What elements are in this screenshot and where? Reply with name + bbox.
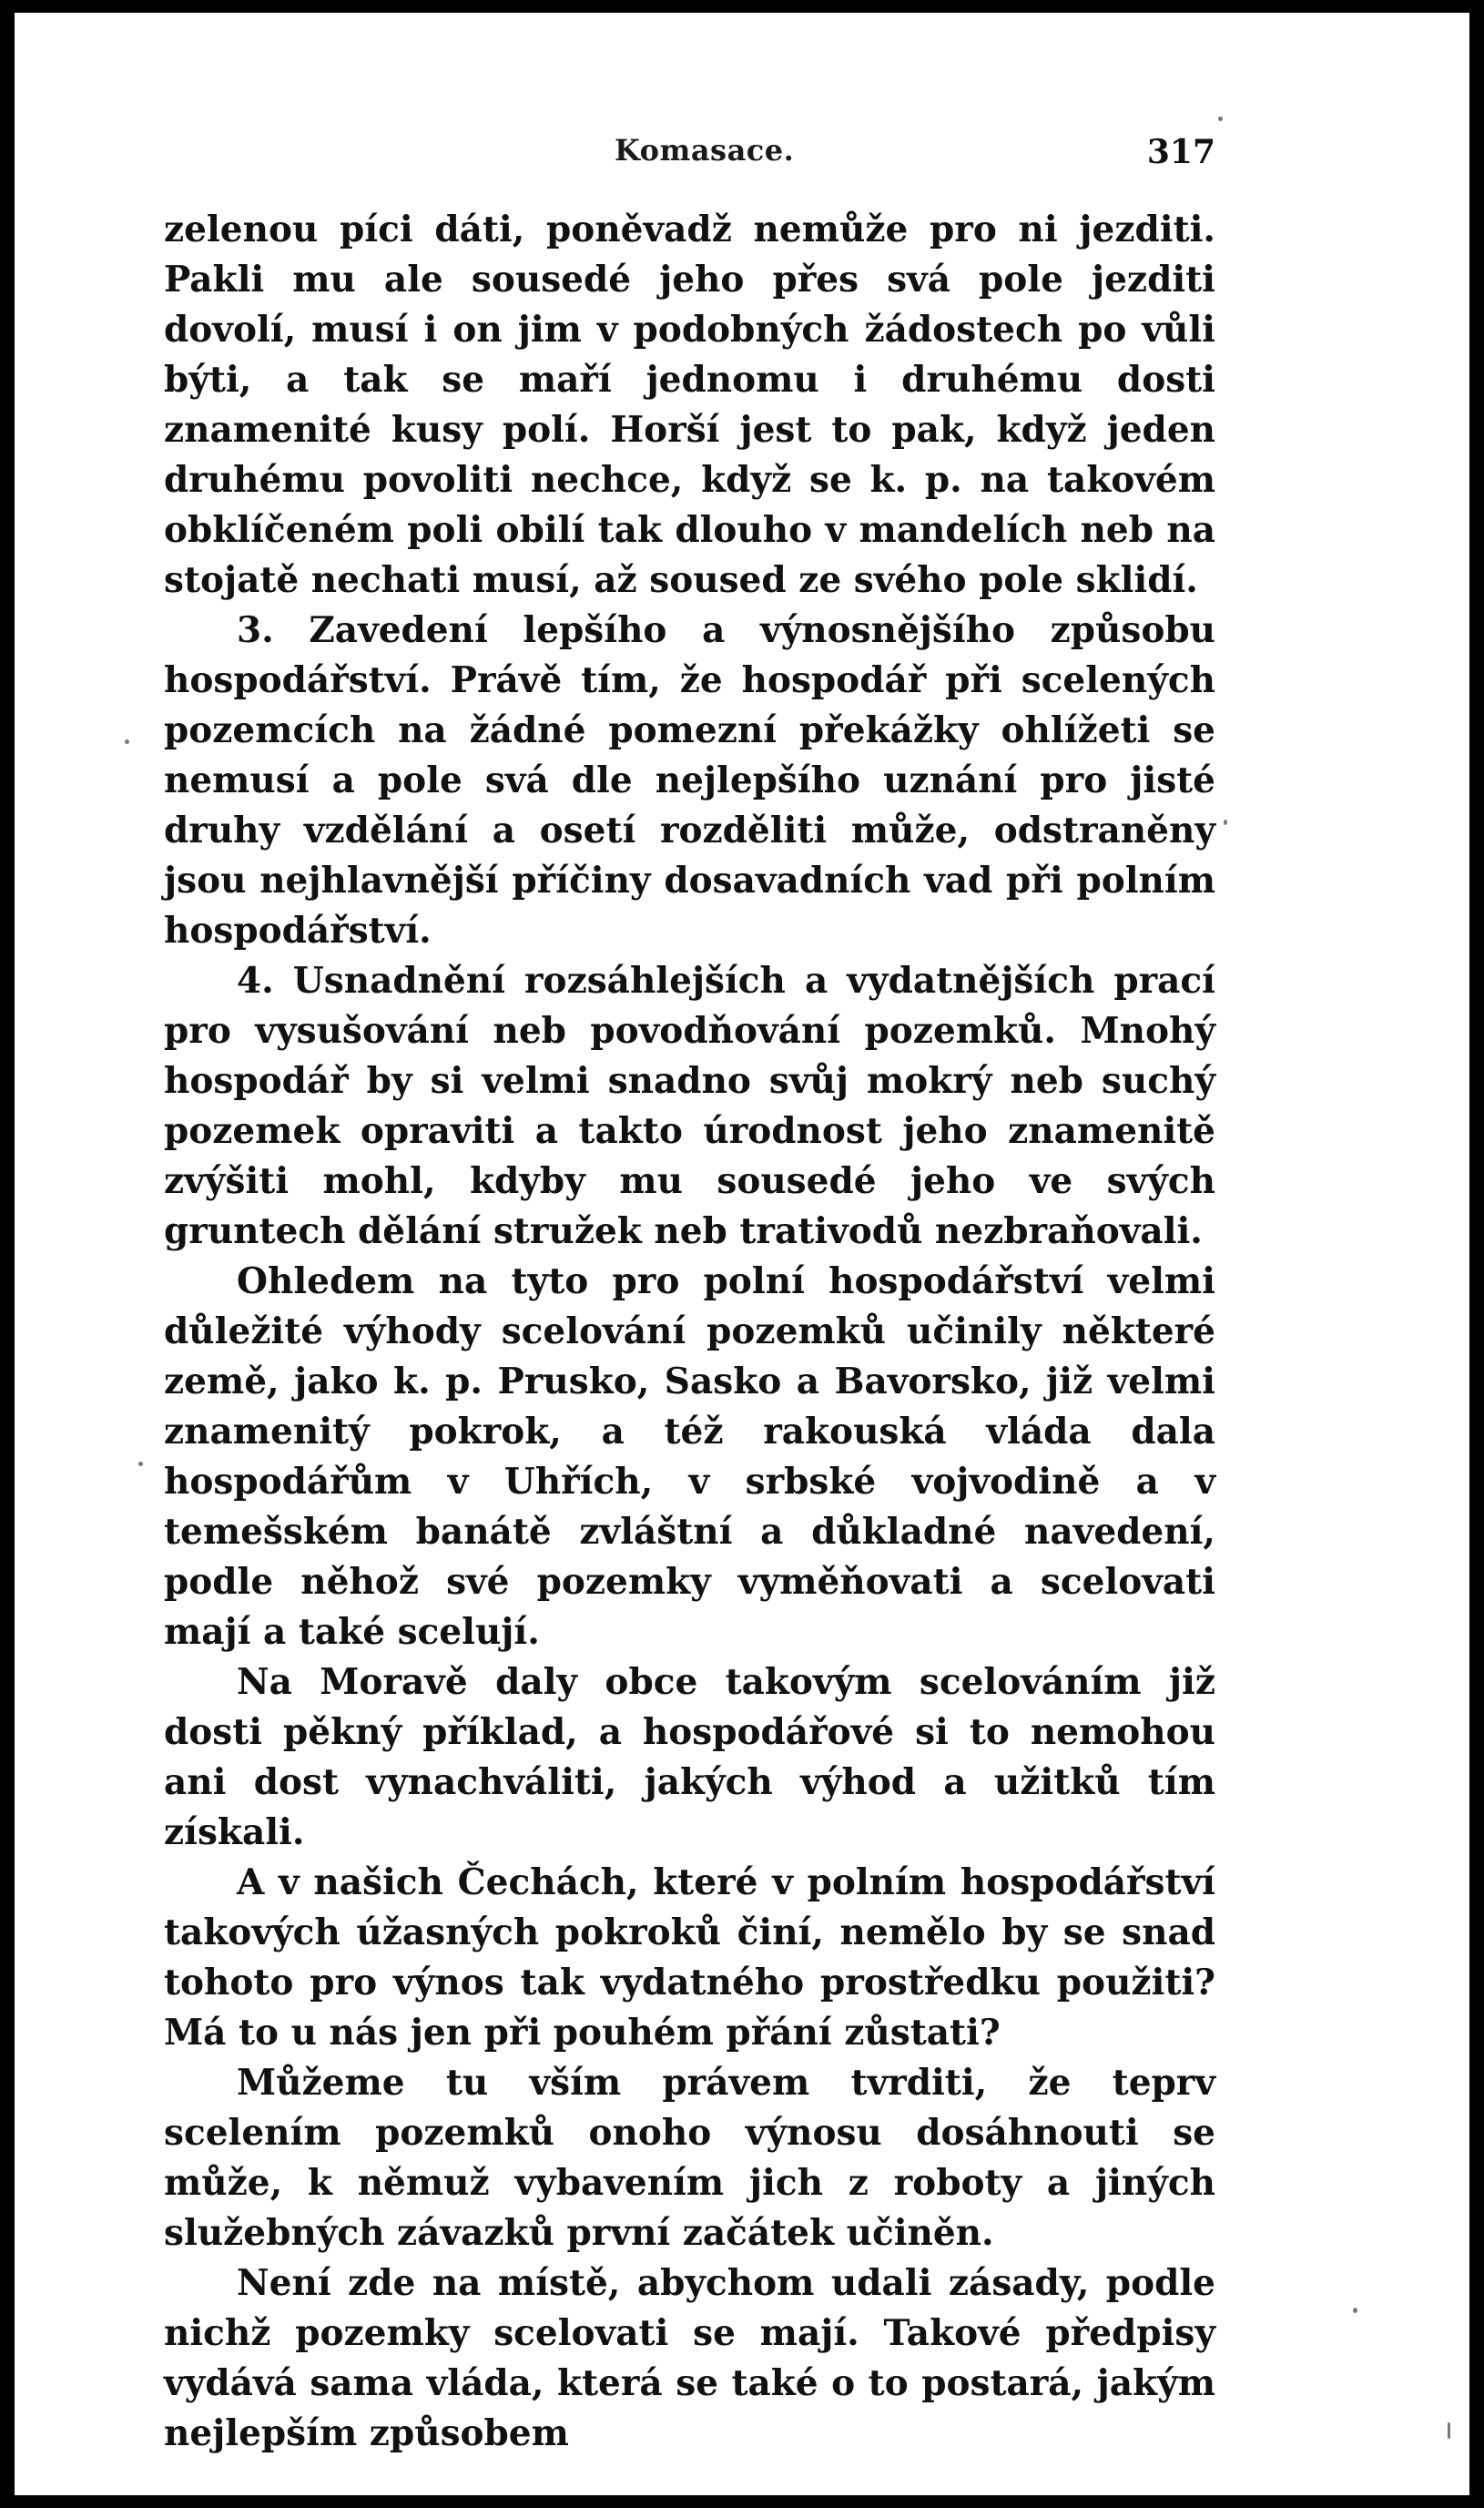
scan-speck [138,1462,143,1466]
page-body [164,205,1215,2459]
page-header [164,133,1215,178]
scan-speck [1353,2308,1357,2313]
scan-speck [1224,820,1227,825]
paragraph-6: A v našich Čechách, které v polním hospodářství takových úžasných pokroků činí, nemělo by se snad tohoto pro výnos tak vydatného prostředku použiti? Má to u nás jen při pouhém přání zůstati? [164,1861,1215,2054]
scan-speck [1448,2422,1450,2439]
paragraph-4: Ohledem na tyto pro polní hospodářství velmi důležité výhody scelování pozemků učinily některé země, jako k. p. Prusko, Sasko a Bavorsko, již velmi znamenitý pokrok, a též rakouská vláda dala hospodářům v Uhřích, v srbské vojvodině a v temešském banátě zvláštní a důkladné navedení, podle něhož své pozemky vyměňovati a scelovati mají a také scelují. [164,1260,1215,1653]
paragraph-3: 4. Usnadnění rozsáhlejších a vydatnějších prací pro vysušování neb povodňování pozemků. Mnohý hospodář by si velmi snadno svůj mokrý neb suchý pozemek opraviti a takto úrodnost jeho znamenitě zvýšiti mohl, kdyby mu sousedé jeho ve svých gruntech dělání stružek neb trativodů nezbraňovali. [164,960,1215,1252]
paragraph-2: 3. Zavedení lepšího a výnosnějšího způsobu hospodářství. Právě tím, že hospodář při scelených pozemcích na žádné pomezní překážky ohlížeti se nemusí a pole svá dle nejlepšího uznání pro jisté druhy vzdělání a osetí rozděliti může, odstraněny jsou nejhlavnější příčiny dosavadních vad při polním hospodářství. [164,609,1215,952]
paragraph-7: Můžeme tu vším právem tvrditi, že teprv scelením pozemků onoho výnosu dosáhnouti se může, k němuž vybavením jich z roboty a jiných služebných závazků první začátek učiněn. [164,2062,1215,2254]
paragraph-1: zelenou píci dáti, poněvadž nemůže pro ni jezditi. Pakli mu ale sousedé jeho přes svá pole jezditi dovolí, musí i on jim v podobných žádostech po vůli býti, a tak se maří jednomu i druhému dosti znamenité kusy polí. Horší jest to pak, když jeden druhému povoliti nechce, když se k. p. na takovém obklíčeném poli obilí tak dlouho v mandelích neb na stojatě nechati musí, až soused ze svého pole sklidí. [164,209,1215,601]
running-head: Komasace. [615,133,795,168]
page-number: 317 [1146,133,1215,171]
paragraph-8: Není zde na místě, abychom udali zásady, podle nichž pozemky scelovati se mají. Takové předpisy vydává sama vláda, která se také o to postará, jakým nejlepším způsobem [164,2262,1215,2454]
scan-speck [1218,117,1223,121]
scan-speck [125,739,129,744]
paragraph-5: Na Moravě daly obce takovým scelováním již dosti pěkný příklad, a hospodářové si to nemohou ani dost vynachváliti, jakých výhod a užitků tím získali. [164,1661,1215,1853]
